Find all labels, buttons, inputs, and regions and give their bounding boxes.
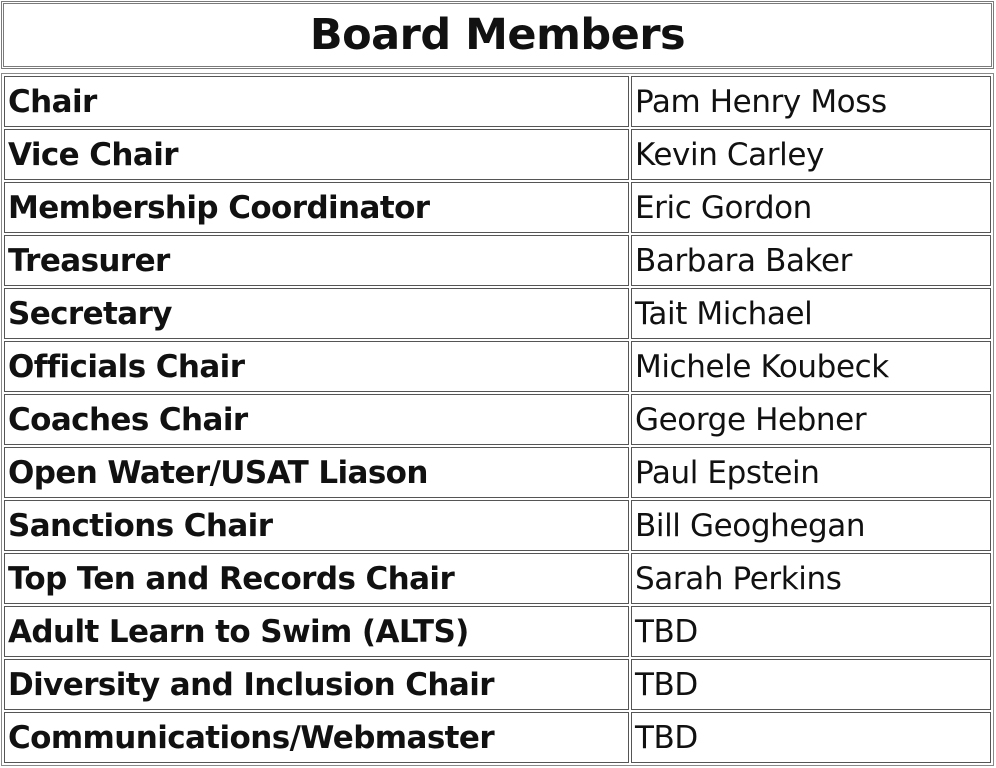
role-cell: Membership Coordinator [4,182,629,233]
table-row [4,659,991,710]
title-header [1,1,994,69]
member-name-cell: Bill Geoghegan [631,500,991,551]
role-cell: Top Ten and Records Chair [4,553,629,604]
role-cell: Treasurer [4,235,629,286]
role-cell: Secretary [4,288,629,339]
table-row [4,500,991,551]
role-cell: Adult Learn to Swim (ALTS) [4,606,629,657]
table-row [4,76,991,127]
member-name-cell: Paul Epstein [631,447,991,498]
role-cell: Communications/Webmaster [4,712,629,763]
role-cell: Open Water/USAT Liason [4,447,629,498]
member-name-cell: George Hebner [631,394,991,445]
table-row [4,235,991,286]
member-name-cell: Sarah Perkins [631,553,991,604]
table-row [4,341,991,392]
member-name-cell: Barbara Baker [631,235,991,286]
table-row [4,553,991,604]
member-name-cell: TBD [631,659,991,710]
member-name-cell: TBD [631,712,991,763]
role-cell: Sanctions Chair [4,500,629,551]
role-cell: Diversity and Inclusion Chair [4,659,629,710]
member-name-cell: Pam Henry Moss [631,76,991,127]
table-row [4,447,991,498]
table-row [4,712,991,763]
table-row [4,182,991,233]
member-name-cell: Eric Gordon [631,182,991,233]
page-title: Board Members [309,10,686,60]
table-row [4,288,991,339]
member-name-cell: Kevin Carley [631,129,991,180]
role-cell: Chair [4,76,629,127]
table-row [4,606,991,657]
table-row [4,129,991,180]
role-cell: Coaches Chair [4,394,629,445]
role-cell: Vice Chair [4,129,629,180]
member-name-cell: Michele Koubeck [631,341,991,392]
board-members-table [1,73,994,766]
member-name-cell: Tait Michael [631,288,991,339]
member-name-cell: TBD [631,606,991,657]
role-cell: Officials Chair [4,341,629,392]
table-row [4,394,991,445]
